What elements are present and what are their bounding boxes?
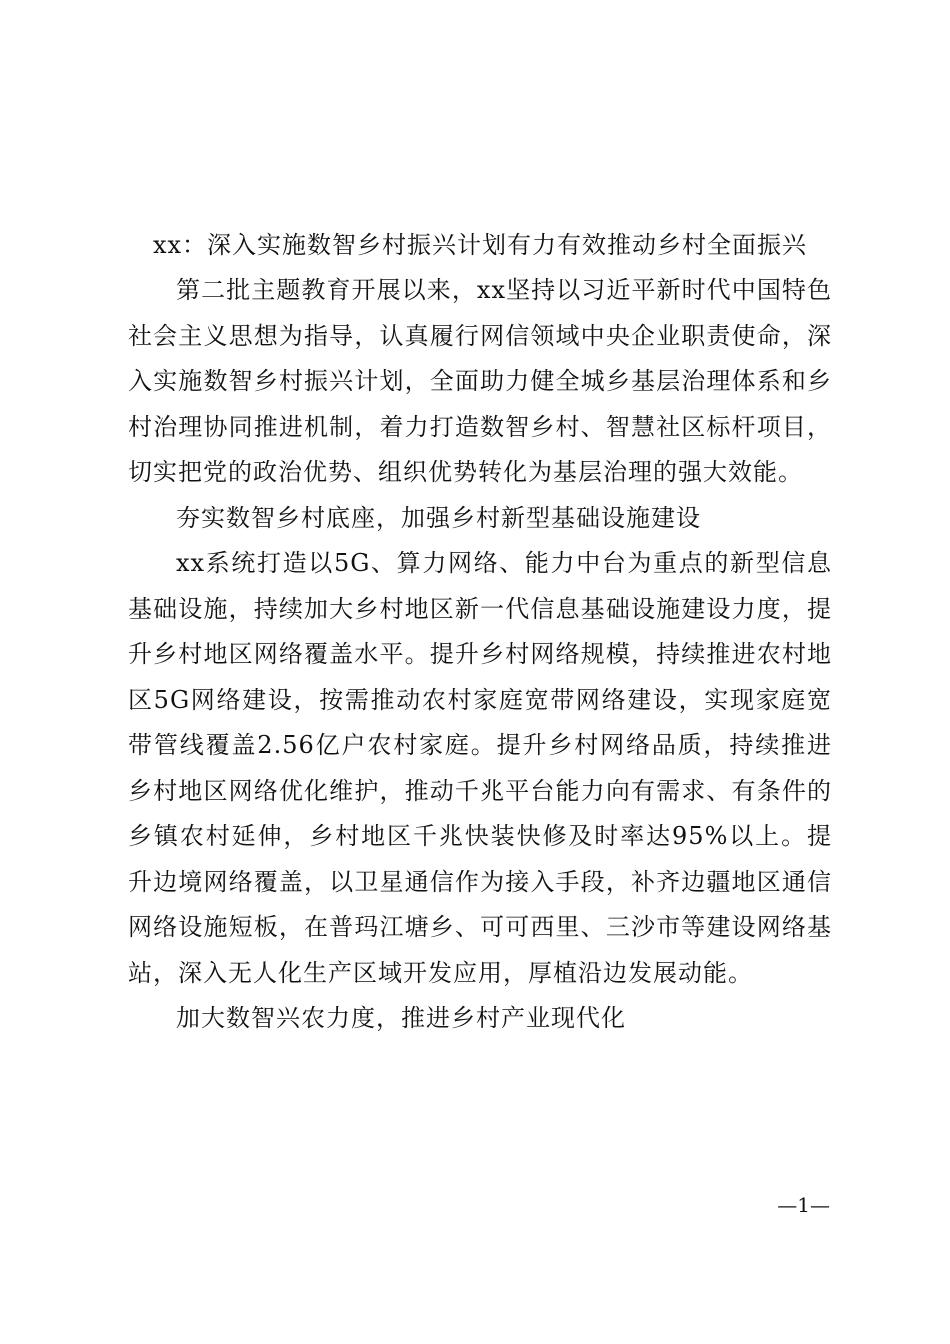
section-heading-infrastructure: 夯实数智乡村底座，加强乡村新型基础设施建设 — [176, 503, 701, 532]
page-number: —1— — [777, 1193, 830, 1217]
section-heading-agriculture: 加大数智兴农力度，推进乡村产业现代化 — [176, 1004, 626, 1032]
document-title: xx：深入实施数智乡村振兴计划有力有效推动乡村全面振兴 — [152, 231, 808, 259]
intro-paragraph: 第二批主题教育开展以来，xx坚持以习近平新时代中国特色社会主义思想为指导，认真履行网信领域中央企业职责使命，深入实施数智乡村振兴计划，全面助力健全城乡基层治理体系和乡村治理协同推进机制，着力打造数智乡村、智慧社区标杆项目，切实把党的政治优势、组织优势转化为基层治理的强大效能。 — [128, 276, 832, 486]
infrastructure-paragraph: xx系统打造以5G、算力网络、能力中台为重点的新型信息基础设施，持续加大乡村地区新一代信息基础设施建设力度，提升乡村地区网络覆盖水平。提升乡村网络规模，持续推进农村地区5G网络建设，按需推动农村家庭宽带网络建设，实现家庭宽带管线覆盖2.56亿户农村家庭。提升乡村网络品质，持续推进乡村地区网络优化维护，推动千兆平台能力向有需求、有条件的乡镇农村延伸，乡村地区千兆快装快修及时率达95%以上。提升边境网络覆盖，以卫星通信作为接入手段，补齐边疆地区通信网络设施短板，在普玛江塘乡、可可西里、三沙市等建设网络基站，深入无人化生产区域开发应用，厚植沿边发展动能。 — [128, 549, 832, 987]
document-body — [128, 222, 832, 1042]
